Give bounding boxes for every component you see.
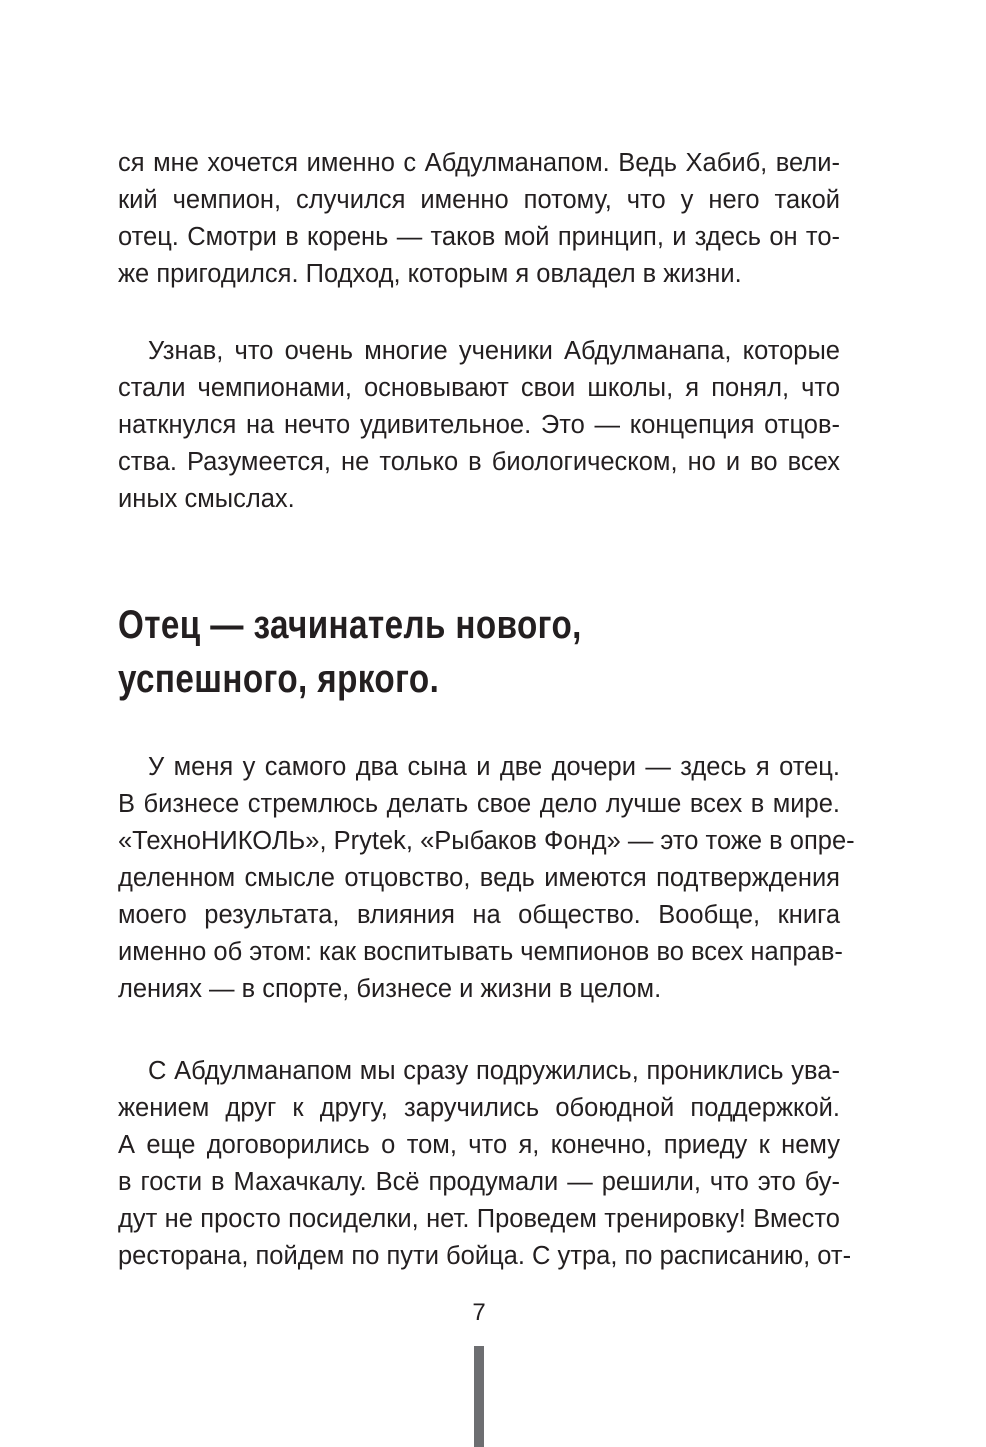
page-number: 7 [472,1299,486,1326]
paragraph-4-line-6: ресторана, пойдем по пути бойца. С утра, по расписанию, от- [118,1242,852,1270]
paragraph-3-line-2: В бизнесе стремлюсь делать свое дело лучше всех в мире. [118,790,840,818]
paragraph-4-line-1: С Абдулманапом мы сразу подружились, прониклись ува- [148,1057,840,1085]
paragraph-3-line-7: лениях — в спорте, бизнесе и жизни в целом. [118,975,662,1003]
paragraph-4-line-5: дут не просто посиделки, нет. Проведем тренировку! Вместо [118,1205,840,1233]
page-edge-marker [474,1346,484,1447]
paragraph-4-line-2: жением друг к другу, заручились обоюдной поддержкой. [118,1094,840,1122]
section-heading-line-1: Отец — зачинатель нового, [118,603,582,647]
paragraph-1-line-3: отец. Смотри в корень — таков мой принцип, и здесь он то- [118,223,840,251]
paragraph-2-line-2: стали чемпионами, основывают свои школы, я понял, что [118,374,840,402]
paragraph-1-line-1: ся мне хочется именно с Абдулманапом. Ведь Хабиб, вели- [118,149,840,177]
section-heading-line-2: успешного, яркого. [118,657,440,701]
paragraph-3-line-6: именно об этом: как воспитывать чемпионов во всех направ- [118,938,843,966]
paragraph-3-line-5: моего результата, влияния на общество. Вообще, книга [118,901,840,929]
paragraph-2-line-5: иных смыслах. [118,485,295,513]
paragraph-1-line-4: же пригодился. Подход, которым я овладел в жизни. [118,260,742,288]
paragraph-2-line-1: Узнав, что очень многие ученики Абдулманапа, которые [148,337,840,365]
paragraph-2-line-4: ства. Разумеется, не только в биологическом, но и во всех [118,448,840,476]
paragraph-3-line-3: «ТехноНИКОЛЬ», Prytek, «Рыбаков Фонд» — это тоже в опре- [118,827,855,855]
paragraph-1-line-2: кий чемпион, случился именно потому, что у него такой [118,186,840,214]
paragraph-3-line-4: деленном смысле отцовство, ведь имеются подтверждения [118,864,840,892]
paragraph-4-line-4: в гости в Махачкалу. Всё продумали — решили, что это бу- [118,1168,840,1196]
paragraph-3-line-1: У меня у самого два сына и две дочери — здесь я отец. [148,753,840,781]
paragraph-2-line-3: наткнулся на нечто удивительное. Это — концепция отцов- [118,411,840,439]
paragraph-4-line-3: А еще договорились о том, что я, конечно, приеду к нему [118,1131,840,1159]
